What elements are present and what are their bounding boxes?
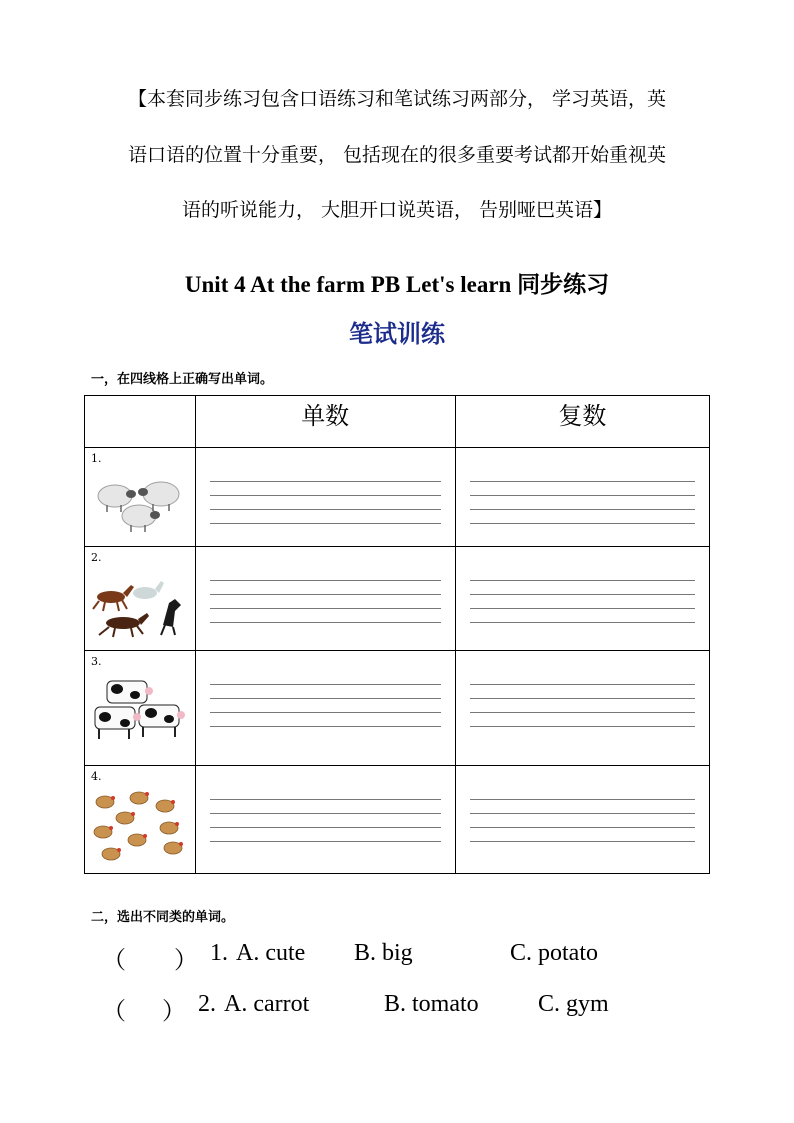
picture-cell [85, 547, 196, 651]
four-line-grid[interactable] [470, 786, 695, 842]
four-line-grid[interactable] [210, 671, 441, 727]
header-blank-cell [85, 396, 196, 448]
row-number: 4. [91, 770, 102, 783]
answer-bracket[interactable]: （ ） [102, 948, 198, 974]
four-line-grid[interactable] [470, 468, 695, 524]
plural-write-cell[interactable] [455, 766, 709, 874]
header-singular: 单数 [195, 396, 455, 448]
intro-line-3: 语的听说能力， 大胆开口说英语， 告别哑巴英语】 [181, 199, 613, 221]
table-row [85, 651, 710, 766]
table-row [85, 448, 710, 547]
picture-cell [85, 766, 196, 874]
page-title: Unit 4 At the farm PB Let's learn 同步练习 [184, 272, 610, 297]
option-b: B. tomato [384, 991, 479, 1017]
horse-icon [89, 569, 189, 643]
question-number: 1. [210, 940, 228, 966]
picture-cell [85, 448, 196, 547]
hen-icon [89, 788, 189, 866]
option-a: A. cute [236, 940, 306, 966]
option-c: C. gym [538, 991, 609, 1017]
row-number: 1. [91, 452, 102, 465]
section2-heading: 二，选出不同类的单词。 [91, 910, 235, 925]
plural-write-cell[interactable] [455, 547, 709, 651]
singular-write-cell[interactable] [195, 651, 455, 766]
question-number: 2. [198, 991, 216, 1017]
plural-write-cell[interactable] [455, 651, 709, 766]
intro-line-2: 语口语的位置十分重要， 包括现在的很多重要考试都开始重视英 [127, 144, 667, 166]
option-a: A. carrot [224, 991, 310, 1017]
singular-write-cell[interactable] [195, 766, 455, 874]
four-line-grid[interactable] [470, 567, 695, 623]
four-line-grid[interactable] [210, 468, 441, 524]
intro-line-1: 【本套同步练习包含口语练习和笔试练习两部分， 学习英语，英 [127, 88, 667, 110]
four-line-grid[interactable] [210, 567, 441, 623]
singular-write-cell[interactable] [195, 547, 455, 651]
answer-bracket[interactable]: （ ） [102, 999, 186, 1025]
table-row [85, 547, 710, 651]
singular-write-cell[interactable] [195, 448, 455, 547]
table-row [85, 766, 710, 874]
header-plural: 复数 [455, 396, 709, 448]
section1-heading: 一，在四线格上正确写出单词。 [91, 372, 274, 387]
plural-write-cell[interactable] [455, 448, 709, 547]
sheep-icon [89, 470, 189, 544]
cow-icon [89, 673, 189, 751]
row-number: 3. [91, 655, 102, 668]
page-subtitle: 笔试训练 [349, 320, 445, 348]
four-line-grid[interactable] [210, 786, 441, 842]
option-b: B. big [354, 940, 413, 966]
option-c: C. potato [510, 940, 598, 966]
writing-table [84, 395, 710, 874]
row-number: 2. [91, 551, 102, 564]
four-line-grid[interactable] [470, 671, 695, 727]
picture-cell [85, 651, 196, 766]
